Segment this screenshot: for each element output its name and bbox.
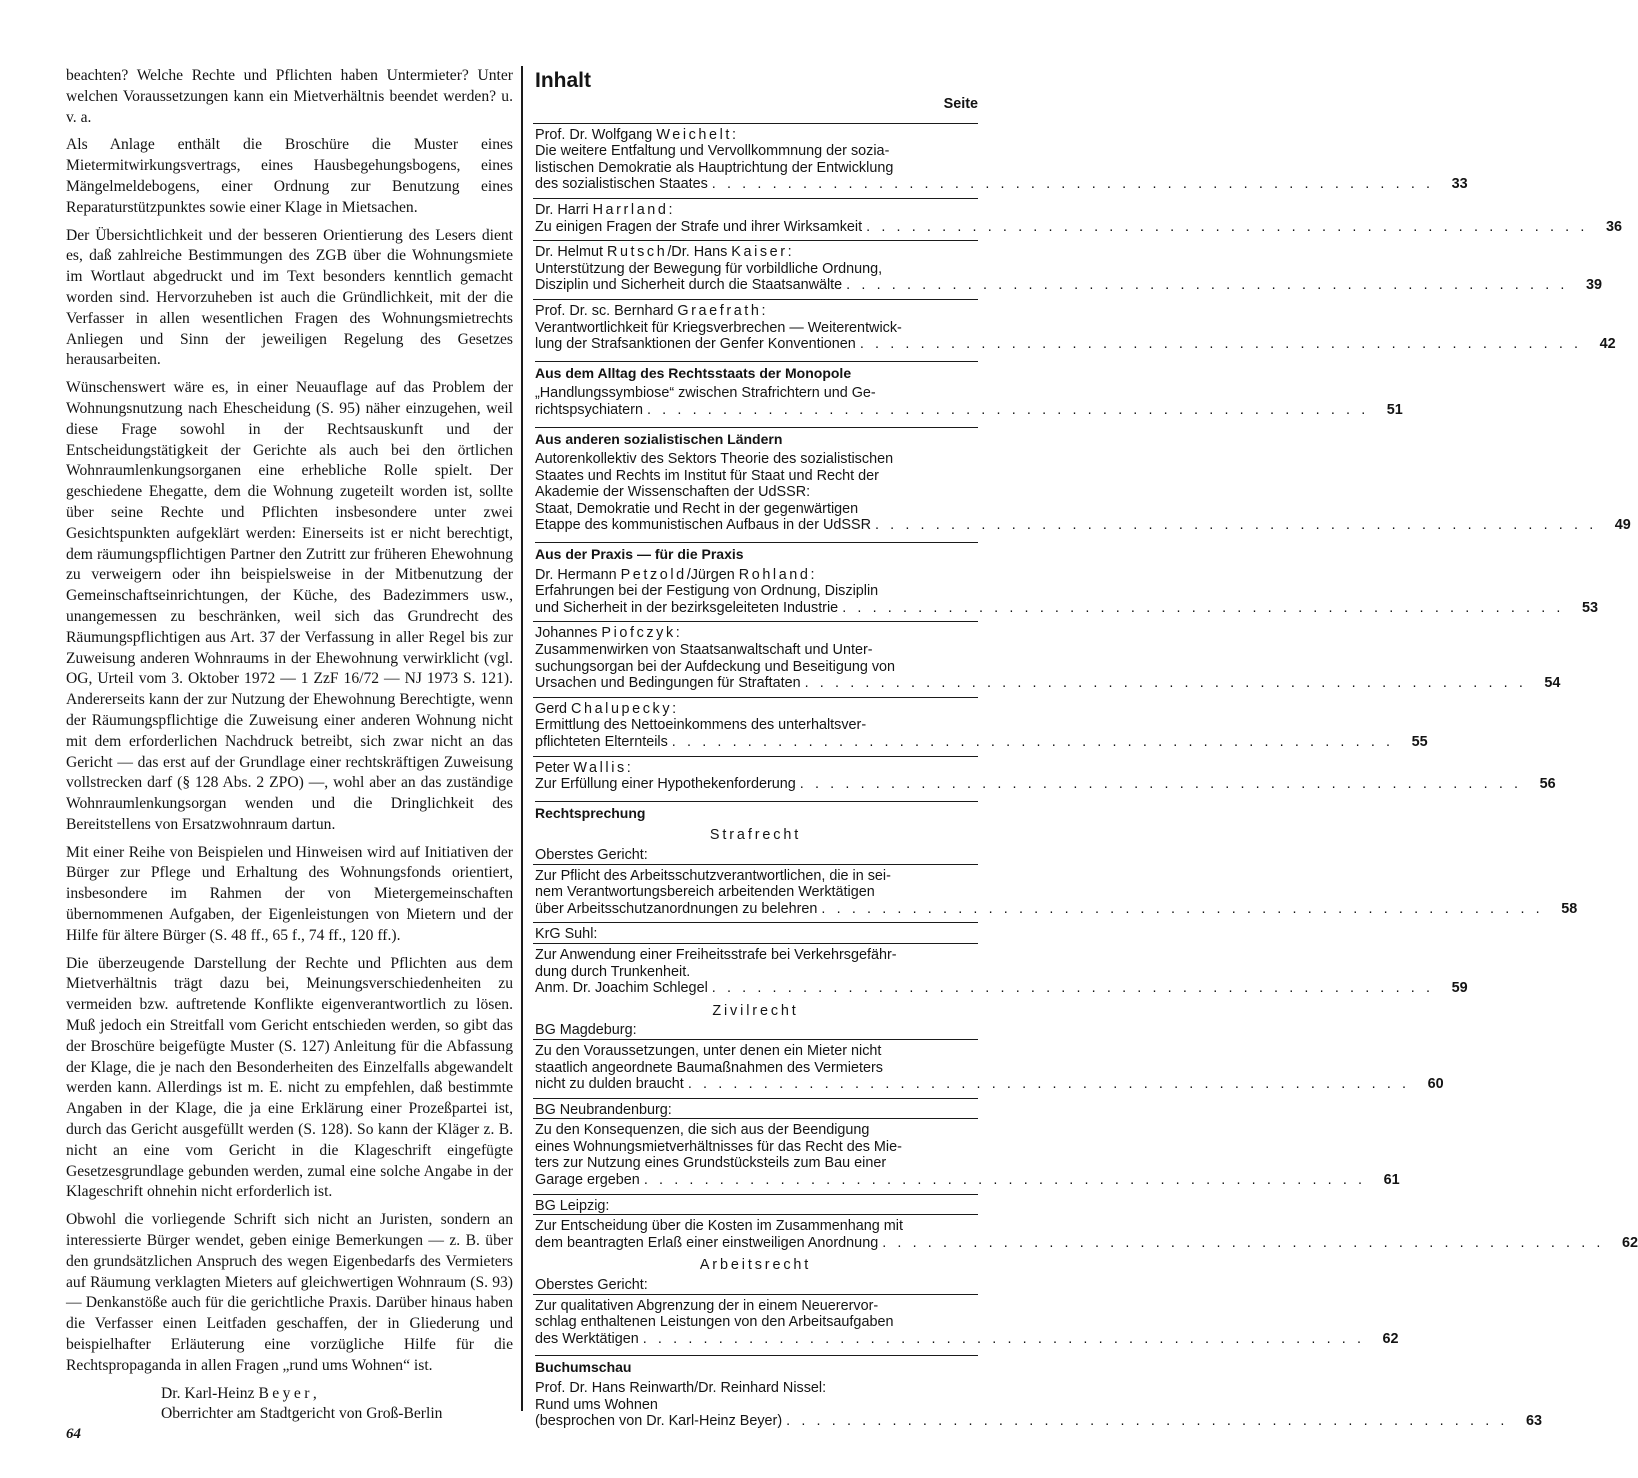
toc-page-number: 58: [1561, 900, 1578, 917]
page-column-label: Seite: [943, 96, 978, 112]
toc-court: Oberstes Gericht:: [535, 1277, 648, 1294]
toc-title-line: Prof. Dr. Hans Reinwarth/Dr. Reinhard Nissel:: [535, 1380, 827, 1396]
toc-title-line: Unterstützung der Bewegung für vorbildliche Ordnung,: [535, 260, 883, 277]
toc-title-line: Zur Anwendung einer Freiheitsstrafe bei Verkehrsgefähr-: [535, 946, 897, 963]
leader-dots: . . . . . . . . . . . . . . . . . . . . . . . . . . . . . . . . . . . . . . . . . . . . . . . .: [846, 277, 1568, 294]
leader-dots: . . . . . . . . . . . . . . . . . . . . . . . . . . . . . . . . . . . . . . . . . . . . . . . .: [687, 1076, 1410, 1093]
toc-entry[interactable]: [533, 299, 1616, 353]
toc-entry[interactable]: [533, 1098, 1400, 1189]
toc-entry[interactable]: [533, 385, 1403, 418]
toc-entry[interactable]: [533, 697, 1428, 751]
toc-annotation: Anm. Dr. Joachim: [535, 980, 653, 997]
toc-title-line: suchungsorgan bei der Aufdeckung und Beseitigung von: [535, 658, 896, 675]
toc-title-line: Garage ergeben: [535, 1172, 640, 1189]
toc-court: BG Magdeburg:: [535, 1022, 637, 1039]
toc-page-number: 53: [1582, 599, 1599, 616]
page-number: 64: [66, 1426, 81, 1442]
toc-section-heading: Aus dem Alltag des Rechtsstaats der Monopole: [535, 361, 978, 382]
article-paragraph: Die überzeugende Darstellung der Rechte und Pflichten aus dem Mietverhältnis trägt dazu bei, Meinungsverschiedenheiten zu vermeiden bzw. auftretende Konflikte eigenverantwortlich zu lösen. Muß jedoch ein Streitfall vom Gericht entschieden werden, so gibt das der Broschüre beigefügte Muster (S. 127) Anleitung für die Abfassung der Klage, die je nach den Besonderheiten des Einzelfalls abgewandelt werden kann. Allerdings ist m. E. nicht zu empfehlen, daß bestimmte Angaben in der Klage, die ja eine Erklärung einer Prozeßpartei ist, durch das Gericht ausgefüllt werden (S. 128). So kann der Kläger z. B. nicht an eine vom Gericht in die Klageschrift eingefügte Gesetzesgrundlage gebunden werden, zumal eine solche Angabe in der Klageschrift ohnehin nicht erforderlich ist.: [66, 954, 513, 1201]
toc-title-line: Ursachen und Bedingungen für Straftaten: [535, 675, 801, 692]
column-divider: [521, 66, 523, 1411]
toc-title-line: richtspsychiatern: [535, 401, 643, 418]
toc-entry[interactable]: [533, 123, 1468, 193]
toc-court: BG Leipzig:: [535, 1197, 610, 1214]
article-paragraph: beachten? Welche Rechte und Pflichten haben Untermieter? Unter welchen Voraussetzungen kann ein Mietverhältnis beendet werden? u. v. a.: [66, 67, 513, 126]
reviewer-signature: [66, 1384, 513, 1426]
toc-title-line: eines Wohnungsmietverhältnisses für das Recht des Mie-: [535, 1138, 902, 1155]
toc-page-number: 62: [1382, 1330, 1399, 1347]
article-paragraph: Obwohl die vorliegende Schrift sich nicht an Juristen, sondern an interessierte Bürger wendet, geben einige Bemerkungen — z. B. über den grundsätzlichen Anspruch des wegen Eigenbedarfs des Vermieters auf Räumung verklagten Mieters auf gleichwertigen Wohnraum (S. 93) — Denkanstöße auch für die gerichtliche Praxis. Darüber hinaus haben die Verfasser einen Leitfaden geschaffen, der in Gliederung und beispielhafter Erläuterung eine vorzügliche Hilfe für die Rechtspropaganda in allen Fragen „rund ums Wohnen“ ist.: [66, 1211, 513, 1374]
toc-title-line: Zur qualitativen Abgrenzung der in einem Neuerervor-: [535, 1297, 879, 1314]
toc-subsection-heading: Zivilrecht: [712, 1002, 799, 1019]
toc-entry[interactable]: [533, 1277, 1399, 1347]
toc-title-line: staatlich angeordnete Baumaßnahmen des Vermieters: [535, 1059, 883, 1076]
toc-page-number: 59: [1451, 980, 1468, 997]
article-paragraph: Der Übersichtlichkeit und der besseren Orientierung des Lesers dient es, daß zahlreiche Bestimmungen des ZGB über die Wohnungsmiete im Wortlaut abgedruckt und im Text besonders kenntlich gemacht worden sind. Hervorzuheben ist auch die Gründlichkeit, mit der die Verfasser in allen wesentlichen Fragen des Wohnungsmietrechts Anliegen und Sinn der jeweiligen Regelung des Gesetzes herausarbeiten.: [66, 226, 513, 369]
toc-section-heading: Aus der Praxis — für die Praxis: [535, 542, 978, 563]
reviewer-role: Oberrichter am Stadtgericht von Groß-Berlin: [161, 1405, 443, 1423]
toc-author: Dr. Harri Harrland:: [535, 201, 673, 218]
toc-title-line: nicht zu dulden braucht: [535, 1076, 684, 1093]
leader-dots: . . . . . . . . . . . . . . . . . . . . . . . . . . . . . . . . . . . . . . . . . . . . . . . .: [882, 1234, 1605, 1251]
toc-title-line: Staat, Demokratie und Recht in der gegenwärtigen: [535, 500, 859, 517]
toc-title-line: des Werktätigen: [535, 1330, 639, 1347]
toc-title-line: Verantwortlichkeit für Kriegsverbrechen — Weiterentwick-: [535, 319, 902, 336]
leader-dots: . . . . . . . . . . . . . . . . . . . . . . . . . . . . . . . . . . . . . . . . . . . . . . . .: [821, 900, 1544, 917]
toc-entry[interactable]: [533, 198, 1622, 235]
toc-entry[interactable]: [533, 1380, 1542, 1430]
leader-dots: . . . . . . . . . . . . . . . . . . . . . . . . . . . . . . . . . . . . . . . . . . . . . . . .: [804, 675, 1527, 692]
leader-dots: . . . . . . . . . . . . . . . . . . . . . . . . . . . . . . . . . . . . . . . . . . . . . . . .: [711, 176, 1434, 193]
toc-title-line: (besprochen von Dr. Karl-Heinz Beyer): [535, 1413, 783, 1430]
toc-author: Gerd Chalupecky:: [535, 700, 677, 717]
toc-title-line: schlag enthaltenen Leistungen von den Arbeitsaufgaben: [535, 1314, 894, 1331]
toc-title: Inhalt: [535, 69, 591, 92]
toc-title-line: Zur Entscheidung über die Kosten im Zusammenhang mit: [535, 1218, 903, 1235]
leader-dots: . . . . . . . . . . . . . . . . . . . . . . . . . . . . . . . . . . . . . . . . . . . . . . . .: [866, 218, 1588, 235]
toc-title-line: des sozialistischen Staates: [535, 176, 708, 193]
toc-title-line: Zu den Voraussetzungen, unter denen ein Mieter nicht: [535, 1042, 882, 1059]
toc-title-line: „Handlungssymbiose“ zwischen Strafrichtern und Ge-: [535, 385, 876, 402]
toc-author: Dr. Helmut Rutsch/Dr. Hans Kaiser:: [535, 244, 792, 261]
toc-section-heading: Buchumschau: [535, 1355, 978, 1376]
toc-title-line: Rund ums Wohnen: [535, 1396, 658, 1413]
toc-title-line: Staates und Rechts im Institut für Staat und Recht der: [535, 467, 879, 484]
table-of-contents: [533, 66, 1638, 1435]
leader-dots: . . . . . . . . . . . . . . . . . . . . . . . . . . . . . . . . . . . . . . . . . . . . . . . .: [859, 336, 1582, 353]
toc-entry[interactable]: [533, 846, 1578, 917]
leader-dots: . . . . . . . . . . . . . . . . . . . . . . . . . . . . . . . . . . . . . . . . . . . . . . . .: [646, 401, 1369, 418]
toc-title-line: Akademie der Wissenschaften der UdSSR:: [535, 484, 811, 501]
toc-entry[interactable]: [533, 566, 1599, 617]
toc-page-number: 39: [1585, 277, 1602, 294]
toc-page-number: 49: [1614, 517, 1631, 534]
toc-page-number: 62: [1622, 1234, 1638, 1251]
toc-title-line: und Sicherheit in der bezirksgeleiteten Industrie: [535, 599, 839, 616]
toc-title-line: Die weitere Entfaltung und Vervollkommnung der sozia-: [535, 143, 890, 160]
toc-title-line: Zur Pflicht des Arbeitsschutzverantwortlichen, die in sei-: [535, 867, 891, 884]
toc-entry[interactable]: [533, 621, 1561, 692]
toc-page-number: 33: [1451, 176, 1468, 193]
toc-title-line: Erfahrungen bei der Festigung von Ordnung, Disziplin: [535, 583, 879, 600]
toc-title-line: Autorenkollektiv des Sektors Theorie des sozialistischen: [535, 451, 894, 468]
leader-dots: . . . . . . . . . . . . . . . . . . . . . . . . . . . . . . . . . . . . . . . . . . . . . . . .: [842, 599, 1565, 616]
article-paragraph: Wünschenswert wäre es, in einer Neuauflage auf das Problem der Wohnungsnutzung nach Ehescheidung (S. 95) näher einzugehen, weil diese Frage sowohl in der Rechtsauskunft und der Entscheidungstätigkeit der Gerichte als auch bei den örtlichen Wohnraumlenkungsorganen eine erhebliche Rolle spielt. Der geschiedene Ehegatte, dem die Wohnung zugeteilt worden ist, sollte über seine Rechte und Pflichten insbesondere unter zwei Gesichtspunkten aufgeklärt werden: Einerseits ist er nicht berechtigt, dem räumungspflichtigen Partner den Zutritt zur früheren Ehewohnung zu verweigern oder ihn beispielsweise in der Mitbenutzung der Gemeinschaftseinrichtungen, der Küche, des Badezimmers usw., unangemessen zu beschränken, weil sich das Grundrecht des Räumungspflichtigen aus Art. 37 der Verfassung in aller Regel bis zur Zuweisung anderen Wohnraums in der Ehewohnung verwirklicht (vgl. OG, Urteil vom 3. Oktober 1972 — 1 ZzF 16/72 — NJ 1973 S. 121). Andererseits kann der zur Nutzung der Ehewohnung Berechtigte, wenn der Räumungspflichtige die Zuweisung einer anderen Wohnung nicht mit dem erforderlichen Nachdruck betreibt, sich zwar nicht an das Gericht — das erst auf der Grundlage einer rechtskräftigen Zuweisung vollstrecken darf (§ 128 Abs. 2 ZPO) —, wohl aber an das zuständige Wohnraumlenkungsorgan wenden und die Dringlichkeit des Bereitstellens von Ersatzwohnraum dartun.: [66, 379, 513, 833]
toc-page-number: 63: [1525, 1413, 1542, 1430]
toc-title-line: dem beantragten Erlaß einer einstweiligen Anordnung: [535, 1234, 879, 1251]
leader-dots: . . . . . . . . . . . . . . . . . . . . . . . . . . . . . . . . . . . . . . . . . . . . . . . .: [643, 1172, 1366, 1189]
toc-entry[interactable]: [533, 1022, 1444, 1093]
toc-title-line: pflichteten Elternteils: [535, 734, 668, 750]
article-column: [66, 66, 513, 1425]
toc-author: Dr. Hermann Petzold/Jürgen Rohland:: [535, 566, 815, 583]
toc-court: BG Neubrandenburg:: [535, 1101, 672, 1118]
toc-author: Prof. Dr. Wolfgang Weichelt:: [535, 126, 736, 143]
toc-title-line: Disziplin und Sicherheit durch die Staatsanwälte: [535, 277, 843, 294]
leader-dots: . . . . . . . . . . . . . . . . . . . . . . . . . . . . . . . . . . . . . . . . . . . . . . . .: [799, 776, 1522, 793]
toc-author: Peter Wallis:: [535, 759, 631, 776]
toc-entry[interactable]: [533, 1194, 1638, 1252]
toc-page-number: 54: [1544, 675, 1561, 692]
toc-title-line: über Arbeitsschutzanordnungen zu belehren: [535, 900, 818, 917]
toc-entry[interactable]: KrG Suhl: Zur Anwendung einer Freiheitsstrafe bei Verkehrsgefähr- dung durch Trunkenheit. Anm. Dr. Joachim Schlegel . . . . . . . . . . . . . . . . . . . . . . . . . . . . . . . . . . . . . . . . . . . . . . . . 59: [533, 922, 978, 996]
toc-page-number: 36: [1605, 218, 1622, 235]
leader-dots: . . . . . . . . . . . . . . . . . . . . . . . . . . . . . . . . . . . . . . . . . . . . . . . .: [711, 980, 1434, 997]
toc-title-line: Etappe des kommunistischen Aufbaus in der UdSSR: [535, 517, 871, 534]
toc-title-line: Ermittlung des Nettoeinkommens des unterhaltsver-: [535, 717, 867, 734]
leader-dots: . . . . . . . . . . . . . . . . . . . . . . . . . . . . . . . . . . . . . . . . . . . . . . . .: [786, 1413, 1508, 1430]
toc-title-line: Zu den Konsequenzen, die sich aus der Beendigung: [535, 1122, 870, 1139]
toc-section-heading: Rechtsprechung: [535, 801, 978, 822]
leader-dots: . . . . . . . . . . . . . . . . . . . . . . . . . . . . . . . . . . . . . . . . . . . . . . . .: [671, 734, 1394, 750]
toc-page-number: 60: [1427, 1076, 1444, 1093]
toc-title-line: listischen Demokratie als Hauptrichtung der Entwicklung: [535, 159, 894, 176]
toc-subsection-heading: Strafrecht: [709, 827, 802, 844]
toc-court: KrG Suhl:: [535, 926, 598, 943]
toc-entry[interactable]: [533, 756, 1556, 793]
toc-title-line: Zusammenwirken von Staatsanwaltschaft und Unter-: [535, 642, 873, 659]
toc-title-line: lung der Strafsanktionen der Genfer Konventionen: [535, 336, 856, 353]
toc-entry[interactable]: [533, 451, 1631, 534]
toc-entry[interactable]: [533, 240, 1602, 294]
leader-dots: . . . . . . . . . . . . . . . . . . . . . . . . . . . . . . . . . . . . . . . . . . . . . . . .: [874, 517, 1597, 534]
toc-court: Oberstes Gericht:: [535, 846, 648, 863]
toc-title-line: nem Verantwortungsbereich arbeitenden Werktätigen: [535, 884, 875, 901]
toc-author: Johannes Piofczyk:: [535, 625, 680, 642]
toc-section-heading: Aus anderen sozialistischen Ländern: [535, 427, 978, 448]
toc-page-number: 55: [1411, 734, 1428, 750]
toc-page-number: 61: [1383, 1172, 1400, 1189]
toc-page-number: 51: [1386, 401, 1403, 418]
toc-title-line: Zur Erfüllung einer Hypothekenforderung: [535, 776, 796, 793]
toc-title-line: Zu einigen Fragen der Strafe und ihrer Wirksamkeit: [535, 218, 863, 235]
article-paragraph: Als Anlage enthält die Broschüre die Muster eines Mietermitwirkungsvertrags, eines Hausbegehungsbogens, eines Mängelmeldebogens, einer Ordnung zur Benutzung eines Reparaturstützpunktes sowie einer Klage in Mietsachen.: [66, 136, 513, 216]
toc-page-number: 56: [1539, 776, 1556, 793]
toc-title-line: ters zur Nutzung eines Grundstücksteils zum Bau einer: [535, 1155, 887, 1172]
toc-page-number: 42: [1599, 336, 1616, 353]
article-paragraph: Mit einer Reihe von Beispielen und Hinweisen wird auf Initiativen der Bürger zur Pflege und Erhaltung des Wohnungsfonds orientiert, insbesondere im Rahmen der von Mietergemeinschaften übernommenen Aufgaben, der Eigenleistungen von Mietern und der Hilfe für ältere Bürger (S. 48 ff., 65 f., 74 ff., 120 ff.).: [66, 843, 513, 944]
reviewer-name: Dr. Karl-Heinz Beyer,: [161, 1384, 317, 1402]
leader-dots: . . . . . . . . . . . . . . . . . . . . . . . . . . . . . . . . . . . . . . . . . . . . . . . .: [642, 1330, 1365, 1347]
toc-title-line: dung durch Trunkenheit.: [535, 963, 691, 980]
toc-subsection-heading: Arbeitsrecht: [699, 1257, 812, 1274]
toc-author: Prof. Dr. sc. Bernhard Graefrath:: [535, 302, 766, 319]
